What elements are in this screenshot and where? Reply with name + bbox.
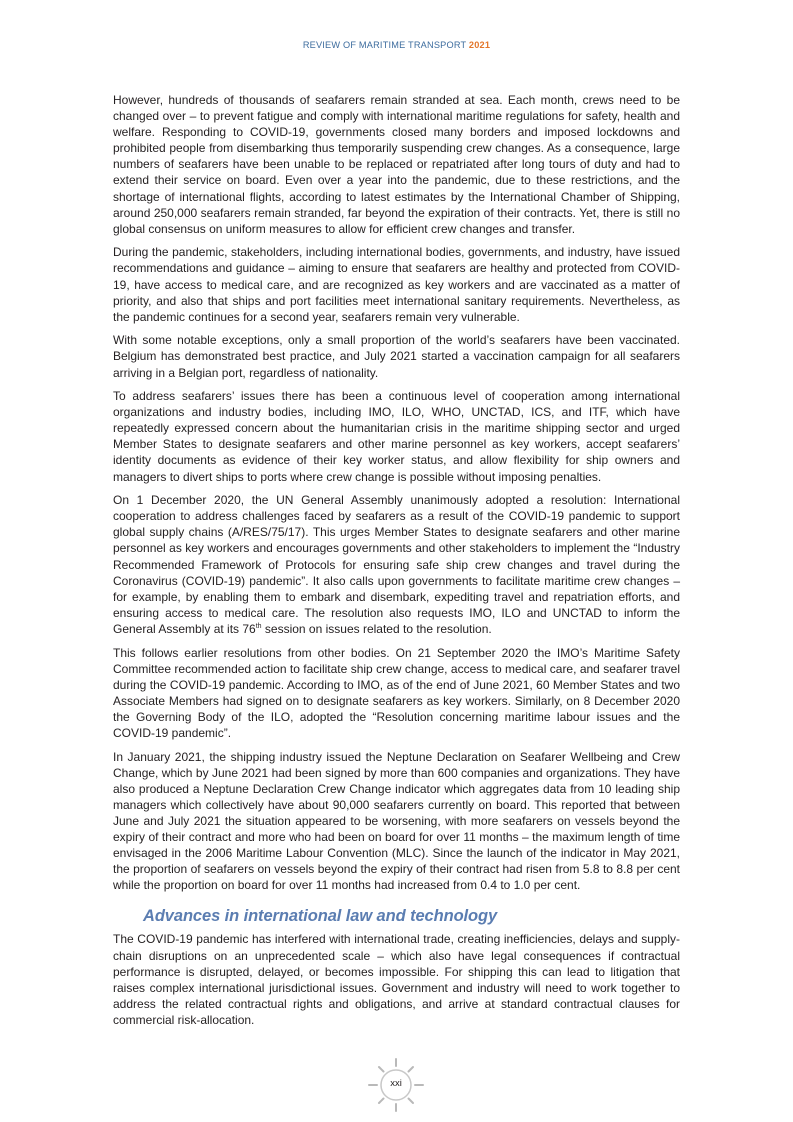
publication-title: REVIEW OF MARITIME TRANSPORT (302, 40, 467, 50)
ordinal-superscript: th (255, 622, 262, 630)
page-number: xxi (390, 1078, 402, 1089)
paragraph-un-resolution (113, 492, 680, 637)
paragraph-neptune-declaration: In January 2021, the shipping industry issued the Neptune Declaration on Seafarer Wellbeing and Crew Change, which by June 2021 had been signed by more than 600 companies and organizations. They have also produced a Neptune Declaration Crew Change indicator which aggregates data from 10 leading ship managers which collectively have about 90,000 seafarers currently on board. This reported that between June and July 2021 the situation appeared to be worsening, with more seafarers on vessels beyond the expiry of their contract and more who had been on board for over 11 months – the maximum length of time envisaged in the 2006 Maritime Labour Convention (MLC). Since the launch of the indicator in May 2021, the proportion of seafarers on vessels beyond the expiry of their contract had risen from 5.8 to 8.8 per cent while the proportion on board for over 11 months had increased from 0.4 to 1.0 per cent. (113, 749, 680, 893)
paragraph-earlier-resolutions: This follows earlier resolutions from other bodies. On 21 September 2020 the IMO’s Maritime Safety Committee recommended action to facilitate ship crew change, access to medical care, and seafarer travel during the COVID-19 pandemic. According to IMO, as of the end of June 2021, 60 Member States and two Associate Members had signed on to designate seafarers as key workers. Similarly, on 8 December 2020 the Governing Body of the ILO, adopted the “Resolution concerning maritime labour issues and the COVID-19 pandemic”. (113, 645, 680, 740)
paragraph-legal-consequences: The COVID-19 pandemic has interfered with international trade, creating inefficiencies, delays and supply-chain disruptions on an unprecedented scale – which also have legal consequences if contractual performance is disrupted, delayed, or becomes impossible. For shipping this can lead to litigation that raises complex international jurisdictional issues. Government and industry will need to work together to address the related contractual rights and obligations, and arrive at standard contractual clauses for commercial risk-allocation. (113, 932, 680, 1027)
paragraph-vaccination: With some notable exceptions, only a small proportion of the world’s seafarers have been vaccinated. Belgium has demonstrated best practice, and July 2021 started a vaccination campaign for all seafarers arriving in a Belgian port, regardless of nationality. (113, 333, 680, 380)
publication-year: 2021 (468, 40, 491, 50)
un-resolution-text-end: session on issues related to the resolution. (261, 621, 492, 636)
un-resolution-text: On 1 December 2020, the UN General Assembly unanimously adopted a resolution: International cooperation to address challenges faced by seafarers as a result of the COVID-19 pandemic to support global supply chains (A/RES/75/17). This urges Member States to designate seafarers and other marine personnel as key workers and encourages governments and other stakeholders to implement the “Industry Recommended Framework of Protocols for ensuring safe ship crew changes and travel during the Coronavirus (COVID-19) pandemic”. It also calls upon governments to facilitate maritime crew changes – for example, by enabling them to embark and disembark, expediting travel and repatriation efforts, and ensuring access to medical care. The resolution also requests IMO, ILO and UNCTAD to inform the General Assembly at its 76 (113, 493, 680, 636)
paragraph-cooperation: To address seafarers’ issues there has been a continuous level of cooperation among international organizations and industry bodies, including IMO, ILO, WHO, UNCTAD, ICS, and ITF, which have repeatedly expressed concern about the humanitarian crisis in the maritime shipping sector and urged Member States to designate seafarers and other marine personnel as key workers, accept seafarers’ identity documents as evidence of their key worker status, and allow flexibility for ship owners and managers to divert ships to ports where crew change is possible without imposing penalties. (113, 389, 680, 484)
page-number-badge (365, 1057, 427, 1113)
section-heading: Advances in international law and technology (143, 907, 498, 926)
paragraph-stranded-seafarers: However, hundreds of thousands of seafarers remain stranded at sea. Each month, crews need to be changed over – to prevent fatigue and comply with international maritime regulations for safety, health and welfare. Responding to COVID-19, governments closed many borders and imposed lockdowns and prohibited people from disembarking thus temporarily suspending crew changes. As a consequence, large numbers of seafarers have been unable to be replaced or repatriated after long tours of duty and had to extend their service on board. Even over a year into the pandemic, due to these restrictions, and the shortage of international flights, according to latest estimates by the International Chamber of Shipping, around 250,000 seafarers remain stranded, far beyond the expiration of their contracts. Yet, there is still no global consensus on uniform measures to allow for efficient crew changes and transfer. (113, 93, 680, 236)
body-text (113, 92, 680, 1035)
paragraph-stakeholder-guidance: During the pandemic, stakeholders, including international bodies, governments, and industry, have issued recommendations and guidance – aiming to ensure that seafarers are healthy and protected from COVID-19, have access to medical care, and are recognized as key workers and are vaccinated as a matter of priority, and also that ships and port facilities meet international sanitary requirements. Nevertheless, as the pandemic continues for a second year, seafarers remain very vulnerable. (113, 245, 680, 324)
running-header (0, 40, 793, 50)
